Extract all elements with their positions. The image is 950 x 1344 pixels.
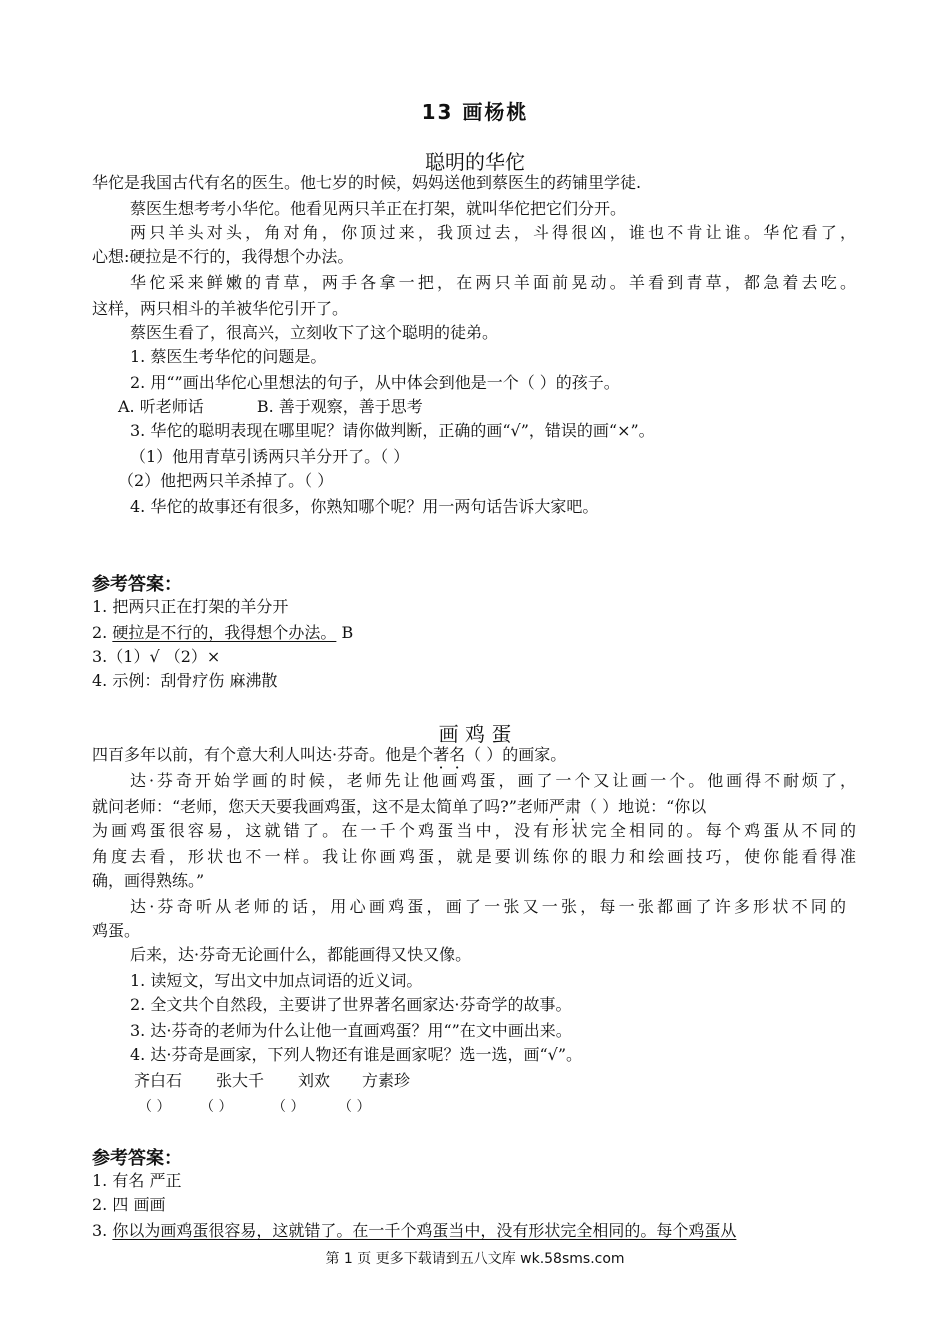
story2-paragraph: 达·芬奇开始学画的时候，老师先让他画鸡蛋，画了一个又让画一个。他画得不耐烦了， bbox=[130, 771, 856, 790]
story2-paragraph: 确，画得熟练。” bbox=[92, 871, 205, 890]
story2-question: 3. 达·芬奇的老师为什么让他一直画鸡蛋？用“”在文中画出来。 bbox=[130, 1021, 572, 1040]
page-footer: 第 1 页 更多下载请到五八文库 wk.58sms.com bbox=[325, 1251, 625, 1267]
option-b: B. 善于观察，善于思考 bbox=[256, 397, 423, 416]
story1-paragraph: 蔡医生看了，很高兴，立刻收下了这个聪明的徒弟。 bbox=[130, 323, 499, 342]
story1-title: 聪明的华佗 bbox=[425, 150, 525, 174]
answer-bracket: （ ） bbox=[272, 1099, 305, 1115]
story1-paragraph: 华佗是我国古代有名的医生。他七岁的时候，妈妈送他到蔡医生的药铺里学徒. bbox=[92, 173, 642, 192]
answer-line: 2. 四 画画 bbox=[92, 1195, 166, 1214]
underlined-answer: 你以为画鸡蛋很容易，这就错了。在一千个鸡蛋当中，没有形状完全相同的。每个鸡蛋从 bbox=[112, 1221, 737, 1240]
painter-option: 刘欢 bbox=[298, 1071, 331, 1090]
story2-paragraph: 为画鸡蛋很容易，这就错了。在一千个鸡蛋当中，没有形状完全相同的。每个鸡蛋从不同的 bbox=[92, 821, 856, 840]
answer-heading: 参考答案： bbox=[92, 1148, 182, 1169]
story2-paragraph: 达·芬奇听从老师的话，用心画鸡蛋，画了一张又一张，每一张都画了许多形状不同的 bbox=[130, 897, 846, 916]
story1-question: 3. 华佗的聪明表现在哪里呢？请你做判断，正确的画“√”，错误的画“×”。 bbox=[130, 421, 655, 440]
story2-paragraph: 鸡蛋。 bbox=[92, 921, 141, 940]
story2-paragraph bbox=[92, 796, 706, 818]
story1-paragraph: 心想:硬拉是不行的，我得想个办法。 bbox=[92, 247, 354, 266]
painter-option: 齐白石 bbox=[134, 1071, 183, 1090]
story1-paragraph: 华佗采来鲜嫩的青草，两手各拿一把，在两只羊面前晃动。羊看到青草，都急着去吃。 bbox=[130, 273, 856, 292]
story1-question: 1. 蔡医生考华佗的问题是。 bbox=[130, 347, 327, 366]
answer-line: 1. 有名 严正 bbox=[92, 1171, 182, 1190]
answer-line: 1. 把两只正在打架的羊分开 bbox=[92, 597, 289, 616]
answer-prefix: 3. bbox=[92, 1221, 113, 1240]
story1-question: 2. 用“”画出华佗心里想法的句子，从中体会到他是一个（ ）的孩子。 bbox=[130, 373, 620, 392]
answer-bracket: （ ） bbox=[138, 1099, 171, 1115]
story1-question: （1）他用青草引诱两只羊分开了。（ ） bbox=[130, 447, 410, 466]
text-segment: （ ）地说：“你以 bbox=[580, 797, 707, 816]
story1-paragraph: 这样，两只相斗的羊被华佗引开了。 bbox=[92, 299, 349, 318]
story1-paragraph: 两只羊头对头，角对角，你顶过来，我顶过去，斗得很凶，谁也不肯让谁。华佗看了， bbox=[130, 223, 856, 242]
answer-line bbox=[92, 1220, 736, 1242]
answer-line bbox=[92, 622, 353, 644]
dotted-character: 名 bbox=[449, 745, 466, 764]
story1-question: （2）他把两只羊杀掉了。（ ） bbox=[118, 471, 334, 490]
option-a: A. 听老师话 bbox=[118, 397, 204, 416]
story2-question: 4. 达·芬奇是画家，下列人物还有谁是画家呢？选一选，画“√”。 bbox=[130, 1045, 582, 1064]
story2-question: 2. 全文共个自然段，主要讲了世界著名画家达·芬奇学的故事。 bbox=[130, 995, 572, 1014]
answer-bracket: （ ） bbox=[338, 1099, 371, 1115]
answer-prefix: 2. bbox=[92, 623, 113, 642]
story1-question: 4. 华佗的故事还有很多，你熟知哪个呢？用一两句话告诉大家吧。 bbox=[130, 497, 599, 516]
answer-line: 4. 示例：刮骨疗伤 麻沸散 bbox=[92, 671, 278, 690]
text-segment: 就问老师：“老师，您天天要我画鸡蛋，这不是太简单了吗?”老师 bbox=[92, 797, 549, 816]
dotted-character: 肃 bbox=[564, 797, 581, 816]
answer-line: 3.（1）√ （2）× bbox=[92, 647, 221, 666]
dotted-character: 严 bbox=[548, 797, 565, 816]
text-segment: 四百多年以前，有个意大利人叫达·芬奇。他是个 bbox=[92, 745, 434, 764]
story1-options bbox=[118, 396, 423, 418]
lesson-title: 13 画杨桃 bbox=[421, 100, 529, 124]
painter-option: 张大千 bbox=[216, 1071, 265, 1090]
painter-option: 方素珍 bbox=[362, 1071, 411, 1090]
story2-paragraph: 角度去看，形状也不一样。我让你画鸡蛋，就是要训练你的眼力和绘画技巧，使你能看得准 bbox=[92, 847, 856, 866]
story2-question: 1. 读短文，写出文中加点词语的近义词。 bbox=[130, 971, 423, 990]
text-segment: （ ）的画家。 bbox=[465, 745, 567, 764]
answer-bracket: （ ） bbox=[200, 1099, 233, 1115]
story1-paragraph: 蔡医生想考考小华佗。他看见两只羊正在打架，就叫华佗把它们分开。 bbox=[130, 199, 627, 218]
story2-paragraph: 后来，达·芬奇无论画什么，都能画得又快又像。 bbox=[130, 945, 472, 964]
underlined-answer: 硬拉是不行的，我得想个办法。 bbox=[112, 623, 337, 642]
answer-suffix: B bbox=[336, 623, 354, 642]
answer-heading: 参考答案： bbox=[92, 574, 182, 595]
dotted-character: 著 bbox=[433, 745, 450, 764]
story2-paragraph bbox=[92, 744, 566, 766]
story2-title: 画 鸡 蛋 bbox=[438, 722, 512, 746]
